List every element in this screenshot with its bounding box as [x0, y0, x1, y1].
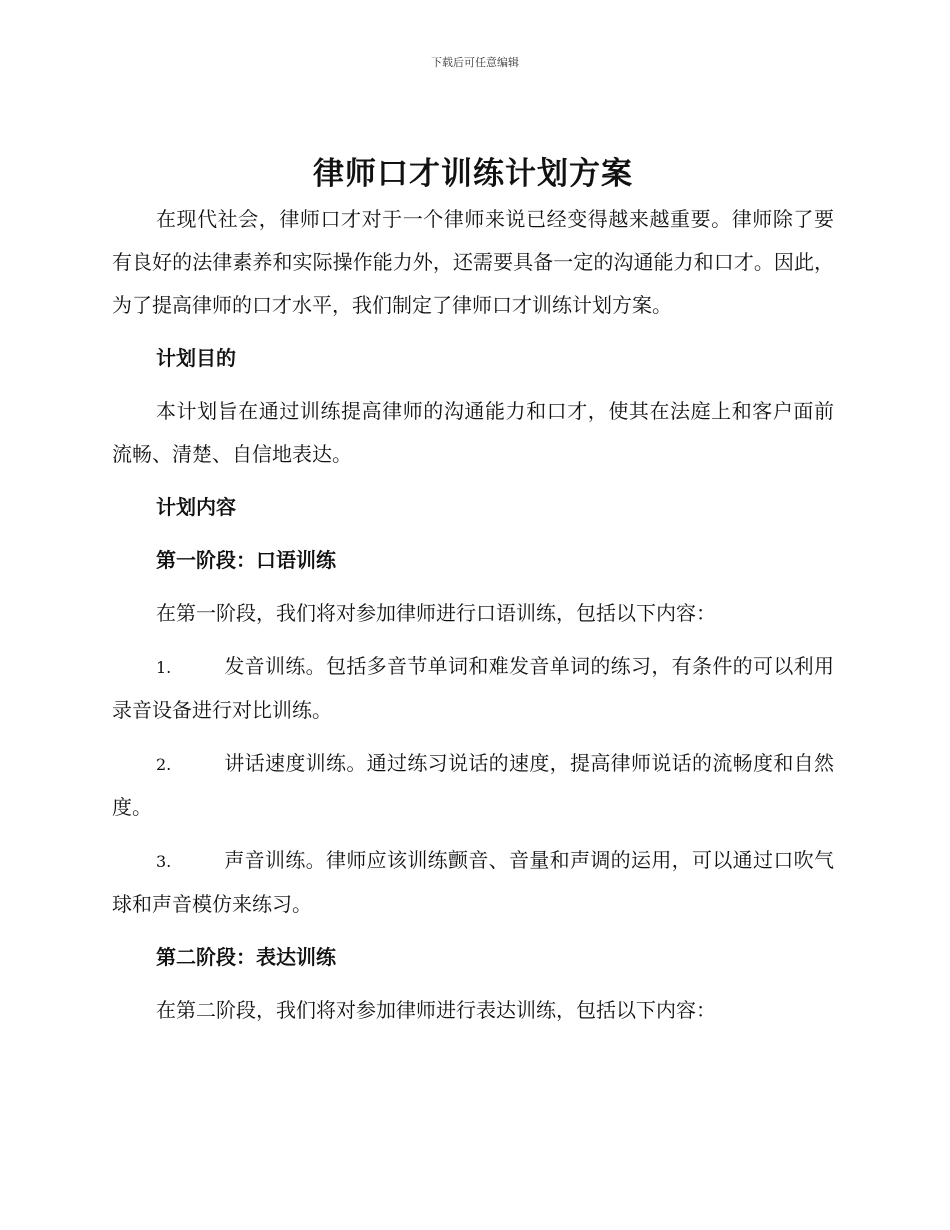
list-number: 3. [156, 852, 172, 871]
list-item [112, 645, 834, 732]
document-body [112, 150, 834, 1032]
list-text: 声音训练。律师应该训练颤音、音量和声调的运用，可以通过口吹气球和声音模仿来练习。 [112, 848, 834, 916]
list-text: 发音训练。包括多音节单词和难发音单词的练习，有条件的可以利用录音设备进行对比训练。 [112, 654, 834, 722]
stage2-heading: 第二阶段：表达训练 [156, 945, 336, 969]
list-item [112, 742, 834, 829]
intro-paragraph: 在现代社会，律师口才对于一个律师来说已经变得越来越重要。律师除了要有良好的法律素养和实际操作能力外，还需要具备一定的沟通能力和口才。因此，为了提高律师的口才水平，我们制定了律师口才训练计划方案。 [112, 207, 834, 317]
content-heading: 计划内容 [156, 495, 236, 519]
stage1-intro: 在第一阶段，我们将对参加律师进行口语训练，包括以下内容： [156, 601, 716, 625]
list-number: 1. [156, 658, 172, 677]
purpose-paragraph: 本计划旨在通过训练提高律师的沟通能力和口才，使其在法庭上和客户面前流畅、清楚、自信地表达。 [112, 399, 834, 466]
purpose-heading: 计划目的 [156, 346, 236, 370]
list-item [112, 839, 834, 926]
stage1-heading: 第一阶段：口语训练 [156, 548, 336, 572]
document-title: 律师口才训练计划方案 [313, 156, 633, 192]
list-number: 2. [156, 755, 172, 774]
page-header: 下载后可任意编辑 [431, 56, 519, 69]
stage2-intro: 在第二阶段，我们将对参加律师进行表达训练，包括以下内容： [156, 998, 716, 1022]
list-text: 讲话速度训练。通过练习说话的速度，提高律师说话的流畅度和自然度。 [112, 751, 834, 819]
